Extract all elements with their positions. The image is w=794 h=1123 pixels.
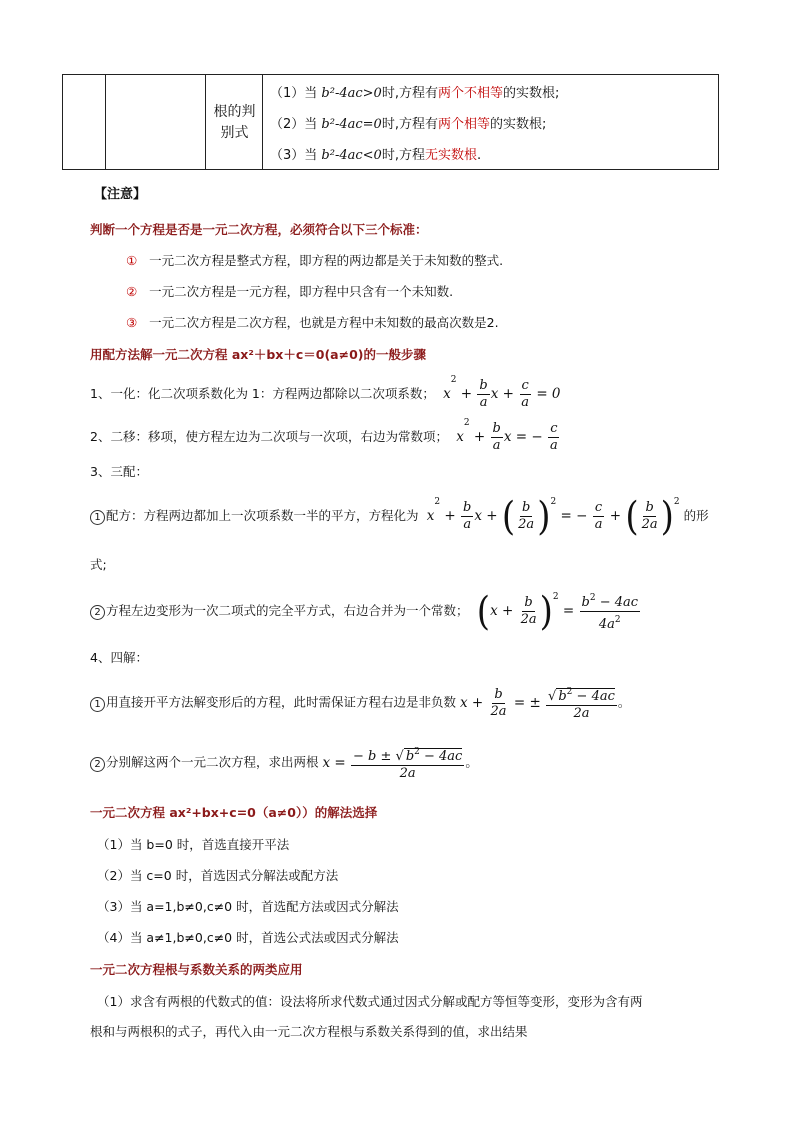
- criterion-1: ① 一元二次方程是整式方程，即方程的两边都是关于未知数的整式.: [126, 253, 504, 268]
- note-title: 【注意】: [94, 187, 147, 202]
- step-3: 3、三配：: [90, 464, 148, 479]
- table-divider: [105, 75, 106, 169]
- table-row: （2）当 b²-4ac=0时,方程有两个相等的实数根;: [270, 117, 547, 132]
- apps-paragraph: （1）求含有两根的代数式的值：设法将所求代数式通过因式分解或配方等恒等变形，变形为含有两: [97, 994, 643, 1009]
- table-row: （3）当 b²-4ac<0时,方程无实数根.: [270, 148, 482, 163]
- choice-item: （1）当 b=0 时，首选直接开平法: [97, 837, 290, 852]
- table-content: [270, 83, 559, 176]
- step-2: 2、二移：移项，使方程左边为二次项与一次项，右边为常数项； $x^2$ + $\frac{b}{a}$ x = − $\frac{c}{a}$: [90, 418, 561, 454]
- apps-paragraph-cont: 根和与两根积的式子，再代入由一元二次方程根与系数关系得到的值，求出结果: [90, 1024, 528, 1039]
- step-3a: 1 配方：方程两边都加上一次项系数一半的平方，方程化为 $x^2$ + $\frac{b}{a}$ x + ( $\frac{b}{2a}$ )$^2$ = − $\frac{c}{a}$ + ( $\frac{b}{2a}$ )$^2$ 的形: [90, 497, 709, 534]
- choice-item: （4）当 a≠1,b≠0,c≠0 时，首选公式法或因式分解法: [97, 930, 399, 945]
- table-row: （1）当 b²-4ac>0时,方程有两个不相等的实数根;: [270, 86, 560, 101]
- step-4: 4、四解：: [90, 650, 148, 665]
- table-divider: [262, 75, 263, 169]
- choice-item: （2）当 c=0 时，首选因式分解法或配方法: [97, 868, 339, 883]
- step-4a: 1 用直接开平方法解变形后的方程，此时需保证方程右边是非负数 x + $\frac{b}{2a}$ = ± $\frac{√ b^2 - 4ac}{2a}$ 。: [90, 684, 630, 722]
- table-label: 根的判 别式: [213, 104, 256, 141]
- formula: $x^2$ + $\frac{b}{a}$ x + $\frac{c}{a}$ = 0: [438, 375, 561, 410]
- apps-heading: 一元二次方程根与系数关系的两类应用: [90, 962, 303, 977]
- criterion-2: ② 一元二次方程是一元方程，即方程中只含有一个未知数.: [126, 284, 454, 299]
- step-3a-cont: 式;: [90, 557, 107, 572]
- formula: (x + $\frac{b}{2a}$ )$^2$ = $\frac{b^2 - 4ac}{4a^2}$: [476, 588, 639, 635]
- formula: x + $\frac{b}{2a}$ = ± $\frac{√ b^2 - 4ac}{2a}$: [460, 695, 618, 711]
- step-1: 1、一化：化二次项系数化为 1：方程两边都除以二次项系数； $x^2$ + $\frac{b}{a}$ x + $\frac{c}{a}$ = 0: [90, 375, 561, 410]
- criterion-3: ③ 一元二次方程是二次方程，也就是方程中未知数的最高次数是2.: [126, 315, 499, 330]
- choice-item: （3）当 a=1,b≠0,c≠0 时，首选配方法或因式分解法: [97, 899, 399, 914]
- formula: x = $\frac{- b \pm √ b^2 - 4ac}{2a}$: [323, 755, 466, 771]
- choice-heading: 一元二次方程 ax²+bx+c=0（a≠0））的解法选择: [90, 805, 378, 820]
- formula: $x^2$ + $\frac{b}{a}$ x = − $\frac{c}{a}$: [451, 418, 558, 453]
- discriminant-table: [62, 74, 719, 170]
- table-divider: [205, 75, 206, 169]
- criteria-heading: 判断一个方程是否是一元二次方程，必须符合以下三个标准：: [90, 222, 428, 237]
- step-4b: 2 分别解这两个一元二次方程，求出两根 x = $\frac{- b \pm √ b^2 - 4ac}{2a}$ 。: [90, 744, 478, 782]
- formula: $x^2$ + $\frac{b}{a}$ x + ( $\frac{b}{2a}$ )$^2$ = − $\frac{c}{a}$ + ( $\frac{b}{2a}$ )$^2$: [422, 493, 680, 540]
- method-heading: 用配方法解一元二次方程 ax²＋bx＋c＝0(a≠0)的一般步骤: [90, 347, 426, 362]
- step-3b: 2 方程左边变形为一次二项式的完全平方式，右边合并为一个常数； (x + $\frac{b}{2a}$ )$^2$ = $\frac{b^2 - 4ac}{4a^2}$: [90, 590, 641, 633]
